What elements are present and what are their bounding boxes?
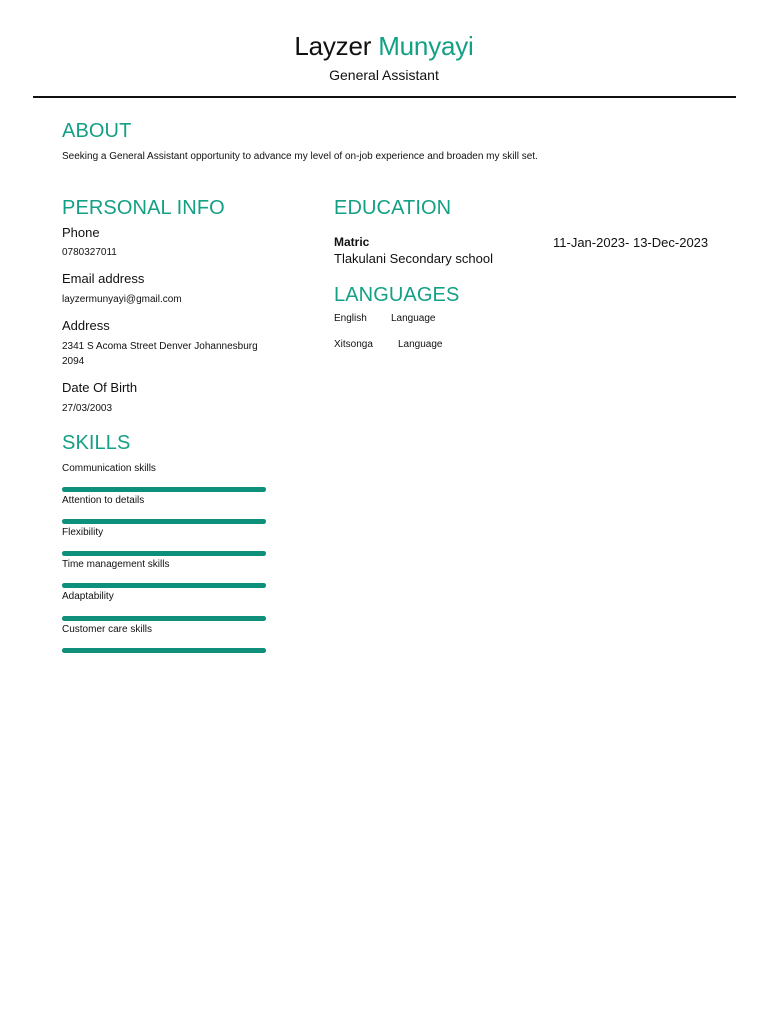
- skill-name: Adaptability: [62, 591, 114, 602]
- skill-level-bar: [62, 648, 266, 653]
- skill-level-bar: [62, 551, 266, 556]
- personal-info-title: PERSONAL INFO: [62, 197, 225, 219]
- skill-level-fill: [62, 519, 266, 524]
- dob-value: 27/03/2003: [62, 403, 113, 414]
- resume-header: [0, 30, 768, 83]
- address-line-2: 2094: [62, 356, 85, 367]
- skills-title: SKILLS: [62, 432, 131, 454]
- about-text: Seeking a General Assistant opportunity to advance my level of on-job experience and broaden my skill set.: [62, 151, 538, 162]
- skill-level-fill: [62, 487, 266, 492]
- skill-level-bar: [62, 487, 266, 492]
- skill-level-fill: [62, 616, 266, 621]
- skill-level-bar: [62, 616, 266, 621]
- education-title: EDUCATION: [334, 197, 452, 219]
- address-line-1: 2341 S Acoma Street Denver Johannesburg: [62, 341, 258, 352]
- skill-name: Communication skills: [62, 463, 156, 474]
- skill-name: Flexibility: [62, 527, 104, 538]
- skill-level-fill: [62, 648, 266, 653]
- phone-label: Phone: [62, 225, 100, 240]
- language-level: Language: [398, 339, 443, 350]
- last-name: Munyayi: [378, 31, 474, 61]
- education-degree: Matric: [334, 235, 370, 249]
- language-name: Xitsonga: [334, 339, 373, 350]
- language-name: English: [334, 313, 367, 324]
- about-title: ABOUT: [62, 120, 132, 142]
- address-label: Address: [62, 318, 110, 333]
- email-label: Email address: [62, 271, 145, 286]
- education-dates: 11-Jan-2023- 13-Dec-2023: [553, 235, 709, 250]
- phone-value: 0780327011: [62, 247, 117, 258]
- skill-level-bar: [62, 519, 266, 524]
- skill-name: Attention to details: [62, 495, 145, 506]
- full-name: [0, 30, 768, 62]
- skill-level-fill: [62, 583, 266, 588]
- skill-level-fill: [62, 551, 266, 556]
- email-value: layzermunyayi@gmail.com: [62, 294, 182, 305]
- first-name: Layzer: [294, 31, 372, 61]
- language-row: [334, 339, 443, 350]
- job-title: General Assistant: [329, 67, 439, 83]
- header-divider: [33, 96, 736, 98]
- language-row: [334, 313, 436, 324]
- skill-level-bar: [62, 583, 266, 588]
- skill-name: Time management skills: [62, 559, 170, 570]
- language-level: Language: [391, 313, 436, 324]
- skill-name: Customer care skills: [62, 624, 153, 635]
- education-school: Tlakulani Secondary school: [334, 251, 493, 266]
- languages-title: LANGUAGES: [334, 284, 460, 306]
- dob-label: Date Of Birth: [62, 380, 138, 395]
